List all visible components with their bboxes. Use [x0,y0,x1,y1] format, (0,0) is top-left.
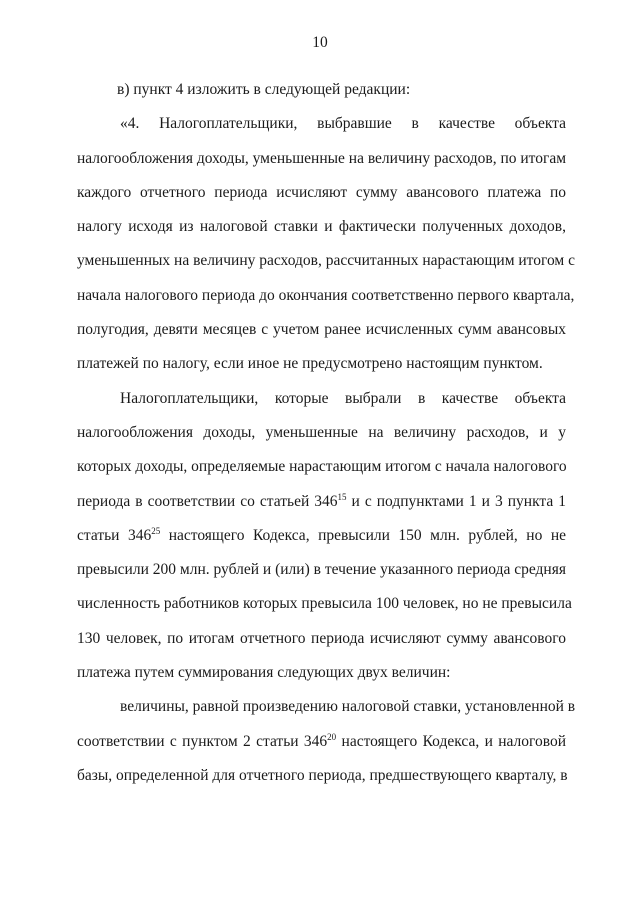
text-line-with-superscript [77,485,566,519]
document-body [77,73,576,793]
text-line: превысили 200 млн. рублей и (или) в течение указанного периода средняя [77,561,566,579]
text-line-with-superscript [77,725,566,759]
superscript: 15 [337,491,347,502]
text-line: Налогоплательщики, которые выбрали в качестве объекта [120,389,566,407]
text-line: которых доходы, определяемые нарастающим итогом с начала налогового [77,458,567,476]
text-line: начала налогового периода до окончания соответственно первого квартала, [77,286,575,304]
text-line: 130 человек, по итогам отчетного периода исчисляют сумму авансового [77,629,566,647]
text-line: величины, равной произведению налоговой ставки, установленной в [120,698,576,716]
text-segment: статьи 346 [77,526,152,544]
text-line: платежей по налогу, если иное не предусмотрено настоящим пунктом. [77,355,543,373]
text-line: налогу исходя из налоговой ставки и фактически полученных доходов, [77,218,566,236]
text-line: в) пункт 4 изложить в следующей редакции: [117,81,411,98]
text-line: базы, определенной для отчетного периода, предшествующего кварталу, в [77,766,568,784]
text-line: каждого отчетного периода исчисляют сумму авансового платежа по [77,183,566,201]
text-segment: и с подпунктами 1 и 3 пункта 1 [346,492,567,510]
superscript: 20 [327,731,337,742]
text-segment: настоящего Кодекса, и налоговой [336,732,566,750]
text-line: численность работников которых превысила 100 человек, но не превысила [77,595,572,613]
superscript: 25 [151,525,161,536]
text-line: «4. Налогоплательщики, выбравшие в качестве объекта [120,115,566,133]
text-segment: периода в соответствии со статьей 346 [77,492,338,510]
text-line: уменьшенных на величину расходов, рассчитанных нарастающим итогом с [77,252,575,270]
text-segment: настоящего Кодекса, превысили 150 млн. рублей, но не [160,526,566,544]
text-segment: соответствии с пунктом 2 статьи 346 [77,732,328,750]
text-line: налогообложения доходы, уменьшенные на величину расходов, и у [77,423,566,441]
page-number: 10 [312,34,328,51]
text-line: налогообложения доходы, уменьшенные на величину расходов, по итогам [77,149,567,167]
text-line-with-superscript [77,519,566,553]
text-line: платежа путем суммирования следующих двух величин: [77,664,451,682]
text-line: полугодия, девяти месяцев с учетом ранее исчисленных сумм авансовых [77,321,566,339]
